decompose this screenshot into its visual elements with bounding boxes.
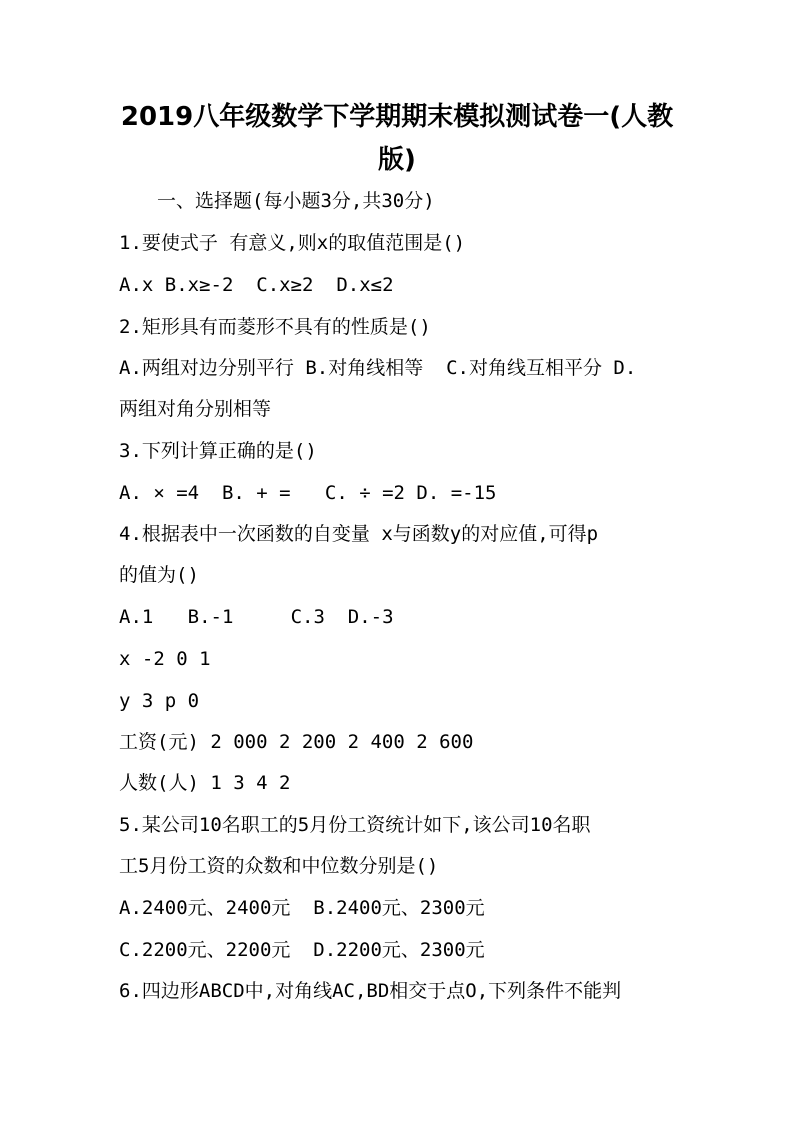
document-title: 2019八年级数学下学期期末模拟测试卷一(人教 [120,102,674,132]
question-5-options-ab: A.2400元、2400元 B.2400元、2300元 [119,897,485,919]
table-row-headcount: 人数(人) 1 3 4 2 [119,772,291,794]
question-1: 1.要使式子 有意义,则x的取值范围是() [119,232,466,254]
table-row-x: x -2 0 1 [119,648,211,670]
question-2-options-continued: 两组对角分别相等 [119,398,272,420]
question-5: 5.某公司10名职工的5月份工资统计如下,该公司10名职 [119,814,591,836]
question-6: 6.四边形ABCD中,对角线AC,BD相交于点O,下列条件不能判 [119,980,622,1002]
question-1-options: A.x B.x≥-2 C.x≥2 D.x≤2 [119,274,394,296]
question-5-options-cd: C.2200元、2200元 D.2200元、2300元 [119,939,485,961]
table-row-salary: 工资(元) 2 000 2 200 2 400 2 600 [119,731,474,753]
question-4-continued: 的值为() [119,564,199,586]
question-5-continued: 工5月份工资的众数和中位数分别是() [119,855,439,877]
question-4-options: A.1 B.-1 C.3 D.-3 [119,606,394,628]
question-3: 3.下列计算正确的是() [119,440,317,462]
question-3-options: A. × =4 B. + = C. ÷ =2 D. =-15 [119,482,497,504]
question-2-options: A.两组对边分别平行 B.对角线相等 C.对角线互相平分 D. [119,357,637,379]
question-2: 2.矩形具有而菱形不具有的性质是() [119,316,431,338]
section-heading-choice-questions: 一、选择题(每小题3分,共30分) [119,190,435,212]
document-title-continued: 版) [378,145,416,175]
question-4: 4.根据表中一次函数的自变量 x与函数y的对应值,可得p [119,523,599,545]
table-row-y: y 3 p 0 [119,690,200,712]
